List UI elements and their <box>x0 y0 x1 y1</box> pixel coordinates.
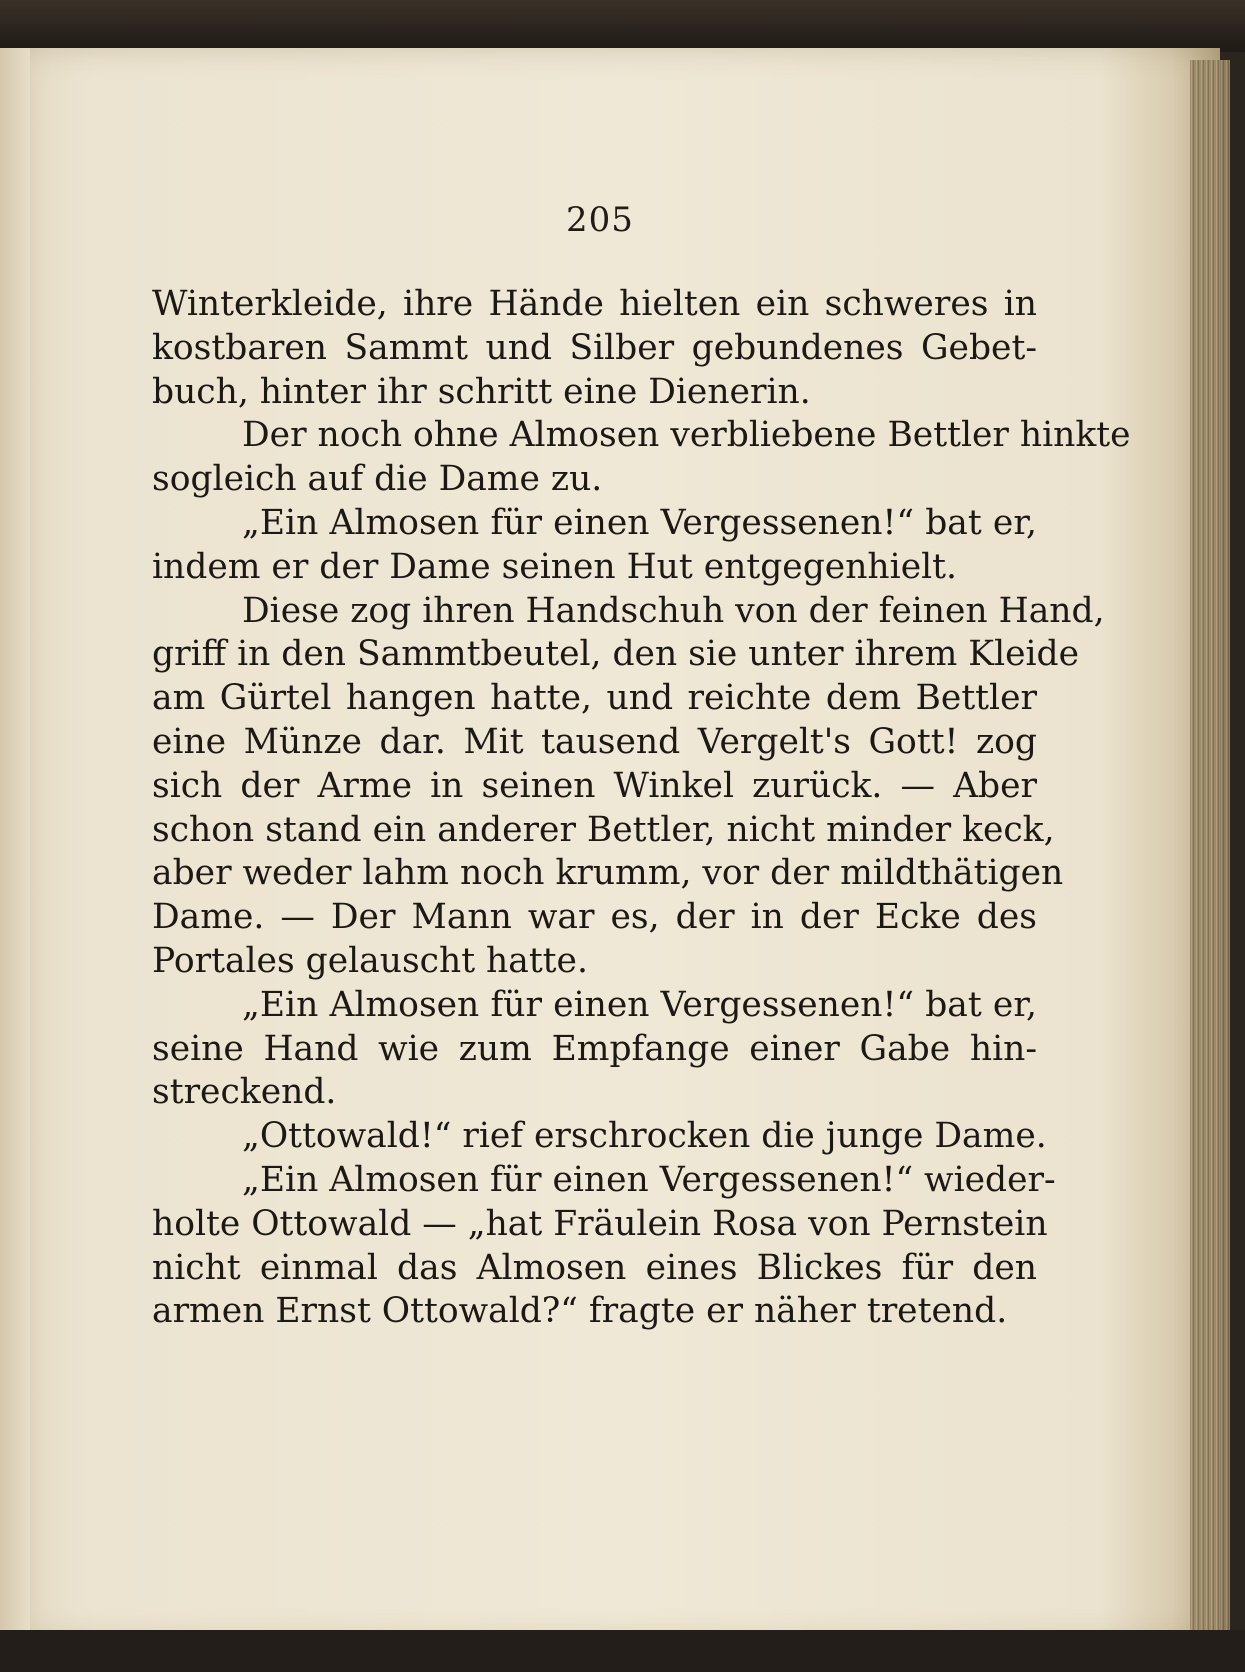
text-line: eine Münze dar. Mit tausend Vergelt's Gott! zog <box>152 721 1037 762</box>
text-line: am Gürtel hangen hatte, und reichte dem Bettler <box>152 678 1037 719</box>
text-line: nicht einmal das Almosen eines Blickes für den <box>152 1247 1037 1288</box>
text-line: schon stand ein anderer Bettler, nicht minder keck, <box>152 809 1055 850</box>
text-line: indem er der Dame seinen Hut entgegenhielt. <box>152 546 957 587</box>
text-line: sich der Arme in seinen Winkel zurück. — Aber <box>152 765 1037 806</box>
body-text <box>152 283 1131 1334</box>
page-number: 205 <box>566 200 634 240</box>
bottom-shadow <box>0 1630 1245 1672</box>
top-binding-shadow <box>0 0 1245 52</box>
text-line: „Ein Almosen für einen Vergessenen!“ wieder- <box>242 1159 1056 1200</box>
text-line: kostbaren Sammt und Silber gebundenes Gebet- <box>152 327 1037 368</box>
text-line: buch, hinter ihr schritt eine Dienerin. <box>152 371 811 412</box>
text-line: Diese zog ihren Handschuh von der feinen Hand, <box>242 590 1105 631</box>
text-line: seine Hand wie zum Empfange einer Gabe hin- <box>152 1028 1037 1069</box>
text-line: armen Ernst Ottowald?“ fragte er näher tretend. <box>152 1291 1008 1332</box>
text-line: Portales gelauscht hatte. <box>152 940 588 981</box>
text-line: „Ein Almosen für einen Vergessenen!“ bat er, <box>242 502 1037 543</box>
text-line: streckend. <box>152 1072 337 1113</box>
left-gutter <box>0 48 30 1640</box>
text-line: „Ein Almosen für einen Vergessenen!“ bat er, <box>242 984 1037 1025</box>
text-line: griff in den Sammtbeutel, den sie unter ihrem Kleide <box>152 634 1080 675</box>
text-line: Der noch ohne Almosen verbliebene Bettler hinkte <box>242 415 1131 456</box>
text-line: sogleich auf die Dame zu. <box>152 459 603 500</box>
page-edges <box>1190 60 1230 1635</box>
text-line: Dame. — Der Mann war es, der in der Ecke des <box>152 897 1037 938</box>
text-line: „Ottowald!“ rief erschrocken die junge Dame. <box>242 1116 1047 1157</box>
text-line: Winterkleide, ihre Hände hielten ein schweres in <box>152 284 1037 324</box>
text-line: holte Ottowald — „hat Fräulein Rosa von Pernstein <box>152 1203 1048 1244</box>
text-line: aber weder lahm noch krumm, vor der mildthätigen <box>152 853 1064 894</box>
